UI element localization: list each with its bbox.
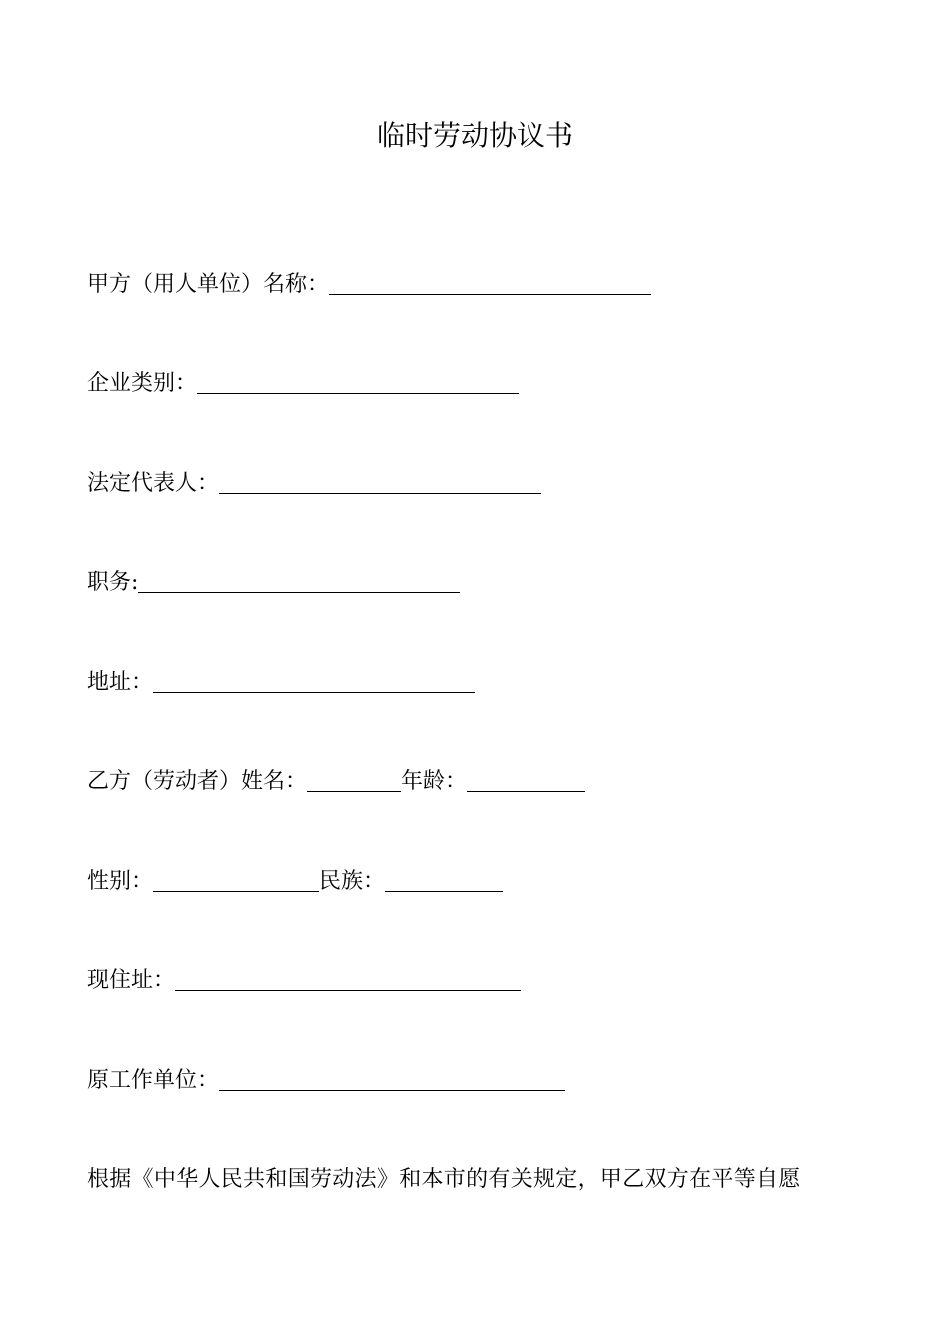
blank-line[interactable] xyxy=(329,272,651,295)
field-gender-ethnicity xyxy=(87,867,503,897)
field-current-address xyxy=(87,966,521,996)
blank-line[interactable] xyxy=(197,371,519,394)
blank-line[interactable] xyxy=(219,471,541,494)
field-label: 甲方（用人单位）名称： xyxy=(87,272,330,297)
field-label: 地址： xyxy=(87,670,154,695)
field-label: 原工作单位： xyxy=(87,1068,220,1093)
blank-line[interactable] xyxy=(385,869,503,892)
blank-line[interactable] xyxy=(138,570,460,593)
field-label: 职务: xyxy=(87,570,139,595)
field-former-employer xyxy=(87,1066,565,1096)
field-label: 现住址： xyxy=(87,968,176,993)
field-enterprise-type xyxy=(87,369,519,399)
field-party-a-name xyxy=(87,270,651,300)
field-label: 年龄： xyxy=(401,769,468,794)
field-label: 企业类别： xyxy=(87,371,198,396)
field-label: 性别： xyxy=(87,869,154,894)
field-label: 民族： xyxy=(319,869,386,894)
field-label: 法定代表人： xyxy=(87,471,220,496)
blank-line[interactable] xyxy=(175,968,521,991)
blank-line[interactable] xyxy=(219,1068,565,1091)
blank-line[interactable] xyxy=(307,769,401,792)
body-paragraph: 根据《中华人民共和国劳动法》和本市的有关规定，甲乙双方在平等自愿 xyxy=(87,1167,801,1192)
document-title: 临时劳动协议书 xyxy=(376,119,573,152)
blank-line[interactable] xyxy=(467,769,585,792)
field-label: 乙方（劳动者）姓名： xyxy=(87,769,308,794)
field-party-b xyxy=(87,767,585,797)
blank-line[interactable] xyxy=(153,869,319,892)
field-legal-rep xyxy=(87,469,541,499)
field-address xyxy=(87,668,475,698)
field-position xyxy=(87,568,460,598)
blank-line[interactable] xyxy=(153,670,475,693)
